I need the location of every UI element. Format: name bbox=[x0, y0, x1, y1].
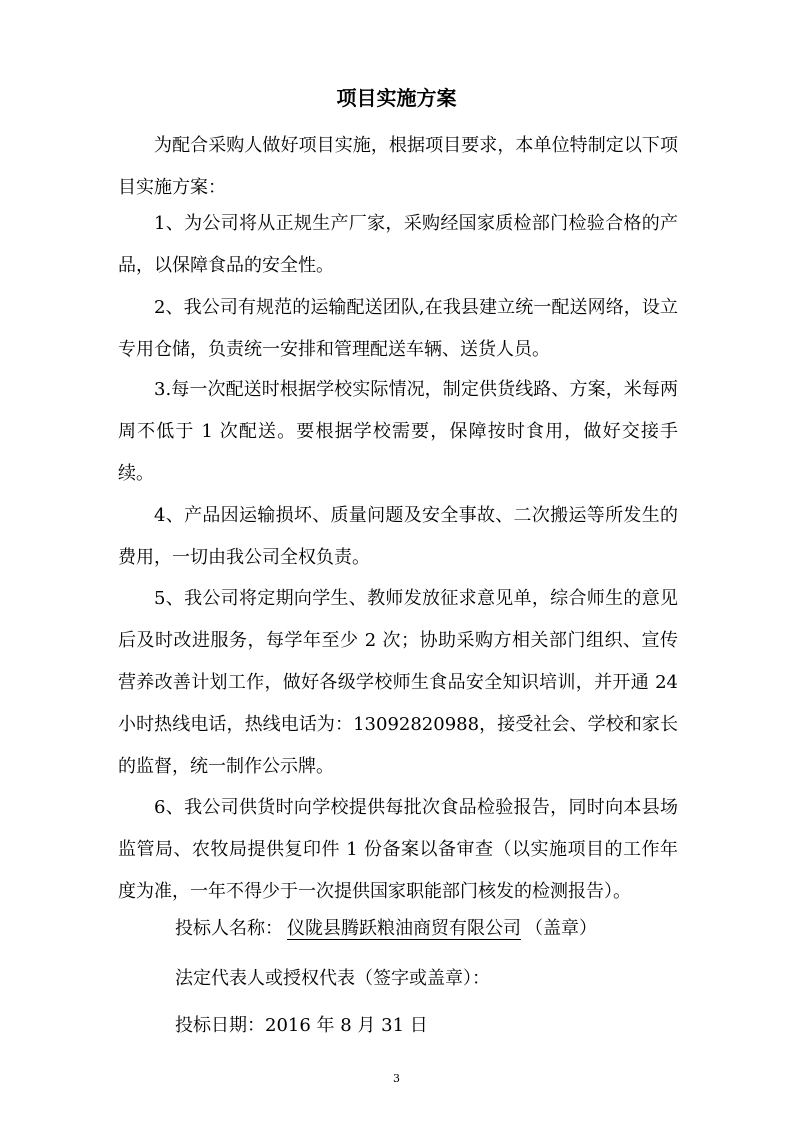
seal-note: （盖章） bbox=[525, 918, 597, 939]
page-number: 3 bbox=[393, 1072, 400, 1085]
intro-paragraph: 为配合采购人做好项目实施，根据项目要求，本单位特制定以下项目实施方案： bbox=[118, 135, 678, 198]
bidder-label: 投标人名称： bbox=[175, 918, 283, 939]
item-3-paragraph: 3.每一次配送时根据学校实际情况，制定供货线路、方案，米每两周不低于 1 次配送。要根据学校需要，保障按时食用，做好交接手续。 bbox=[118, 379, 678, 484]
item-5-paragraph: 5、我公司将定期向学生、教师发放征求意见单，综合师生的意见后及时改进服务，每学年至少 2 次；协助采购方相关部门组织、宣传营养改善计划工作，做好各级学校师生食品安全知识培训，并开通 24 小时热线电话，热线电话为：13092820988，接受社会、学校和家长的监督，统一制作公示牌。 bbox=[118, 588, 678, 777]
item-4-paragraph: 4、产品因运输损坏、质量问题及安全事故、二次搬运等所发生的费用，一切由我公司全权负责。 bbox=[118, 505, 678, 568]
bidder-name-line bbox=[175, 914, 597, 944]
representative-line: 法定代表人或授权代表（签字或盖章）： bbox=[175, 968, 490, 989]
bid-date-line: 投标日期：2016 年 8 月 31 日 bbox=[175, 1015, 428, 1036]
bidder-name: 仪陇县腾跃粮油商贸有限公司 bbox=[287, 918, 521, 939]
item-2-paragraph: 2、我公司有规范的运输配送团队,在我县建立统一配送网络，设立专用仓储，负责统一安排和管理配送车辆、送货人员。 bbox=[118, 297, 678, 360]
item-1-paragraph: 1、为公司将从正规生产厂家，采购经国家质检部门检验合格的产品，以保障食品的安全性。 bbox=[118, 213, 678, 276]
page-title: 项目实施方案 bbox=[336, 86, 457, 110]
item-6-paragraph: 6、我公司供货时向学校提供每批次食品检验报告，同时向本县场监管局、农牧局提供复印件 1 份备案以备审查（以实施项目的工作年度为准，一年不得少于一次提供国家职能部门核发的检测报告）。 bbox=[118, 797, 678, 902]
